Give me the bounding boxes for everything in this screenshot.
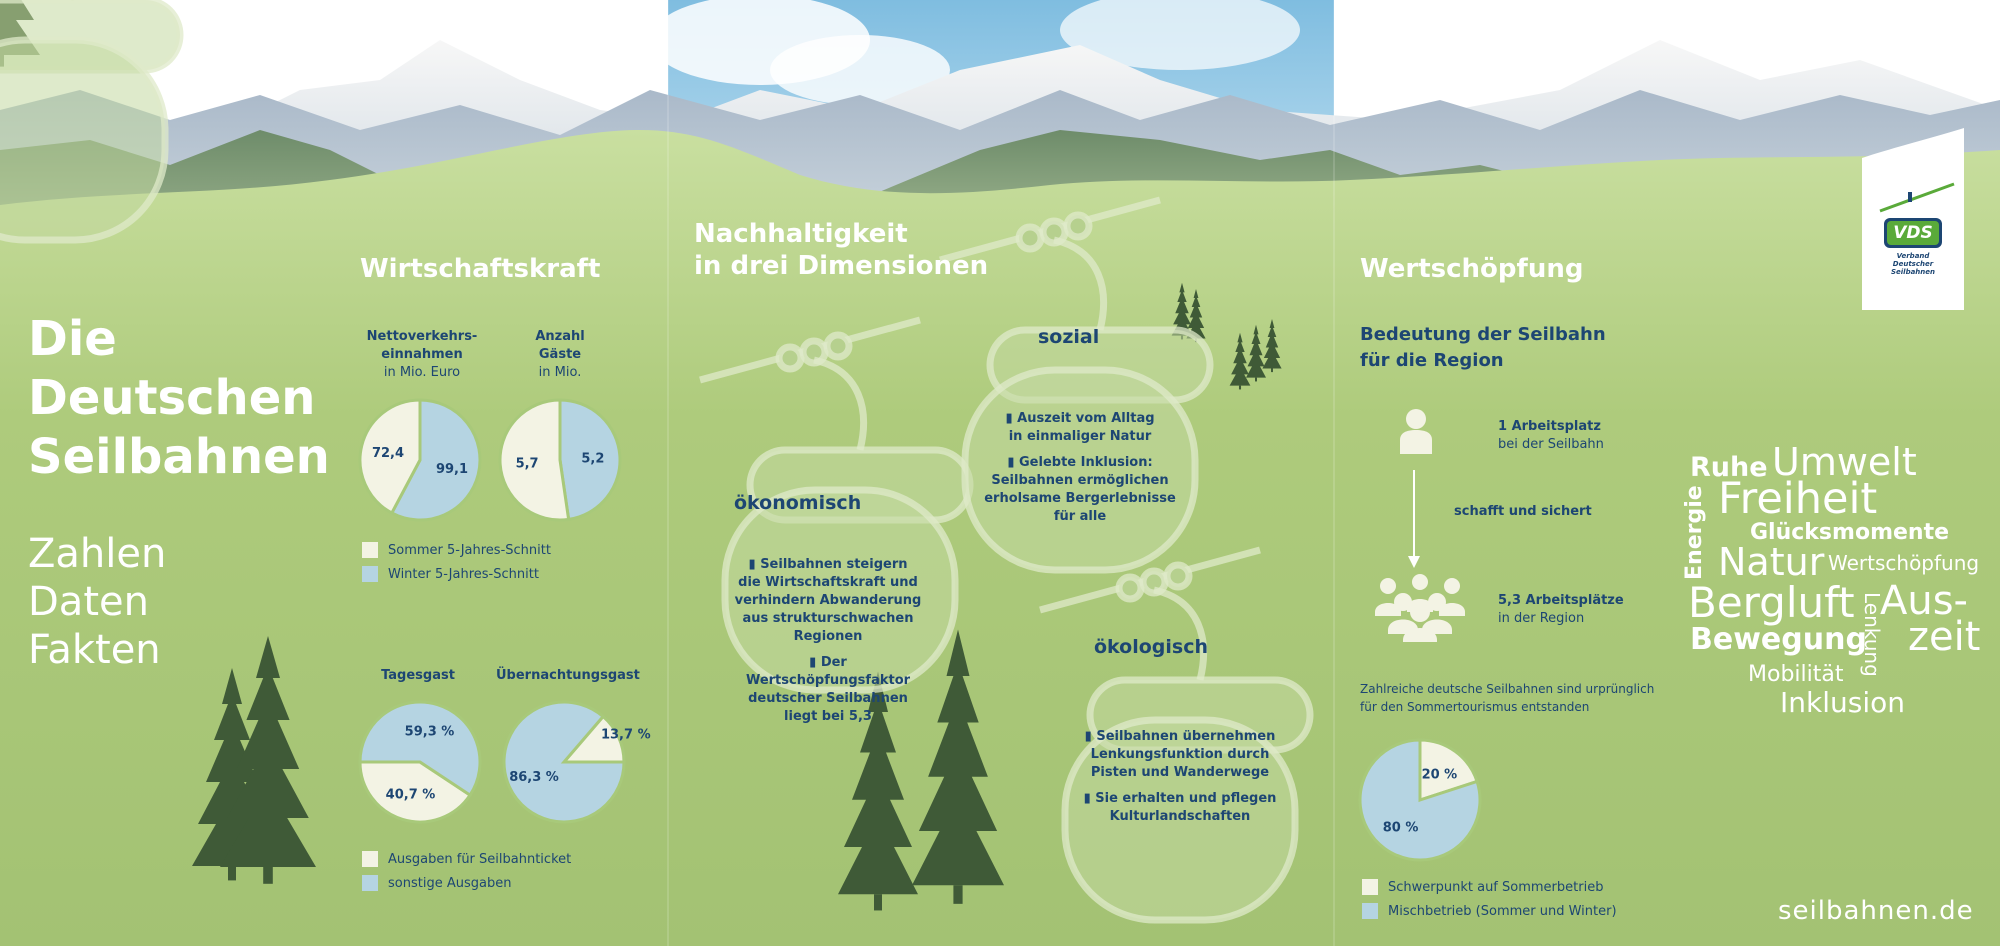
pie1-label-line: Nettoverkehrs- — [366, 329, 478, 344]
vds-logo-line: Verband — [1896, 252, 1930, 260]
arrow-text: schafft und sichert — [1454, 504, 1592, 519]
word-inklusion: Inklusion — [1780, 686, 1905, 719]
word-zeit: zeit — [1908, 614, 1981, 660]
nachhaltigkeit-heading-line: Nachhaltigkeit — [694, 219, 908, 249]
oekologisch-bullets — [1080, 728, 1280, 826]
legend-item-sommerbetrieb — [1362, 879, 1617, 895]
bullet-line: ▮ Gelebte Inklusion: — [1007, 455, 1153, 470]
legend-item-winter — [362, 566, 551, 582]
wertschoepfung-note — [1360, 680, 1654, 716]
bullet-line: Lenkungsfunktion durch — [1090, 747, 1270, 762]
hero-subtitle-line: Daten — [28, 579, 149, 625]
word-natur: Natur — [1718, 540, 1825, 584]
vds-logo-line: Seilbahnen — [1890, 268, 1936, 276]
vds-logo-line: Deutscher — [1892, 260, 1934, 268]
step1-line: 1 Arbeitsplatz — [1498, 419, 1601, 434]
hero-title-line: Die — [28, 311, 117, 367]
bullet-line: Pisten und Wanderwege — [1090, 765, 1270, 780]
pie3-slice-label: 40,7 % — [385, 787, 436, 803]
legend-label: sonstige Ausgaben — [388, 875, 512, 891]
nachhaltigkeit-heading-line: in drei Dimensionen — [694, 251, 989, 281]
step2-line: 5,3 Arbeitsplätze — [1498, 593, 1624, 608]
oekonomisch-label: ökonomisch — [734, 492, 862, 514]
pie4-slice-label: 13,7 % — [600, 727, 651, 743]
word-bewegung: Bewegung — [1690, 622, 1867, 657]
legend-item-sommer — [362, 542, 551, 558]
note-line: Zahlreiche deutsche Seilbahnen sind urprünglich — [1360, 682, 1655, 696]
bullet-line: verhindern Abwanderung — [734, 593, 922, 608]
swatch-winter — [362, 875, 378, 891]
step2-line: in der Region — [1498, 611, 1585, 626]
bullet-line: deutscher Seilbahnen — [748, 691, 908, 706]
oekologisch-label: ökologisch — [1094, 636, 1209, 658]
swatch-summer — [362, 542, 378, 558]
step1-text — [1498, 418, 1604, 454]
word-lenkung: Lenkung — [1860, 592, 1884, 677]
pie2-slice-label: 5,7 — [515, 456, 539, 472]
pie1-slice-label: 99,1 — [435, 461, 469, 477]
word-umwelt: Umwelt — [1772, 440, 1917, 484]
legend-label: Mischbetrieb (Sommer und Winter) — [1388, 903, 1617, 919]
legend-item-sonstige — [362, 875, 571, 891]
note-line: für den Sommertourismus entstanden — [1360, 700, 1590, 714]
bullet-line: für alle — [1053, 509, 1107, 524]
bullet-line: Regionen — [793, 629, 863, 644]
pie5-slice-label: 20 % — [1421, 767, 1458, 783]
wertschoepfung-subheading — [1360, 322, 1606, 374]
pie2-slice-label: 5,2 — [581, 451, 605, 467]
legend2 — [362, 851, 571, 891]
sozial-bullets — [980, 410, 1180, 526]
bullet-line: in einmaliger Natur — [1008, 429, 1152, 444]
bullet — [728, 654, 928, 726]
legend-item-ticket — [362, 851, 571, 867]
bullet-line: ▮ Sie erhalten und pflegen — [1083, 791, 1277, 806]
bullet — [1080, 790, 1280, 826]
hero-title-line: Seilbahnen — [28, 429, 330, 485]
subheading-line: Bedeutung der Seilbahn — [1360, 324, 1606, 345]
word-bergluft: Bergluft — [1688, 578, 1855, 627]
pie1-slice-label: 72,4 — [371, 446, 405, 462]
pie4-label: Übernachtungsgast — [496, 668, 640, 683]
subheading-line: für die Region — [1360, 350, 1504, 371]
legend3 — [1362, 879, 1617, 919]
pie3-label: Tagesgast — [381, 668, 455, 683]
vds-logo-acronym: VDS — [1893, 223, 1933, 243]
people-group-icon — [1370, 572, 1470, 642]
pie2-label-line: Gäste — [538, 347, 582, 362]
step1-line: bei der Seilbahn — [1498, 437, 1604, 452]
legend1 — [362, 542, 551, 582]
bullet-line: ▮ Seilbahnen übernehmen — [1084, 729, 1276, 744]
word-gluecksmomente: Glücksmomente — [1750, 520, 1950, 545]
pie2-label-line: Anzahl — [535, 329, 585, 344]
swatch-summer — [362, 851, 378, 867]
wertschoepfung-heading: Wertschöpfung — [1360, 254, 1584, 284]
hero-subtitle-line: Fakten — [28, 627, 161, 673]
person-icon — [1396, 406, 1436, 456]
vds-logo-graphic — [1862, 128, 1964, 310]
pie5-slice-label: 80 % — [1382, 820, 1419, 836]
word-ruhe: Ruhe — [1690, 452, 1768, 483]
oekonomisch-bullets — [728, 556, 928, 726]
swatch-winter — [362, 566, 378, 582]
bullet-line: aus strukturschwachen — [742, 611, 914, 626]
bullet-line: erholsame Bergerlebnisse — [984, 491, 1176, 506]
step2-text — [1498, 592, 1624, 628]
bullet-line: Kulturlandschaften — [1109, 809, 1251, 824]
pie1-label-line: in Mio. Euro — [383, 365, 461, 380]
bullet-line: die Wirtschaftskraft und — [738, 575, 918, 590]
word-energie: Energie — [1682, 485, 1707, 580]
vds-logo-text — [1862, 252, 1964, 276]
legend-label: Sommer 5-Jahres-Schnitt — [388, 542, 551, 558]
bullet-line: ▮ Seilbahnen steigern — [748, 557, 908, 572]
pie-wertschoepfung — [1340, 720, 1580, 880]
pie2-label-line: in Mio. — [538, 365, 582, 380]
bullet — [980, 410, 1180, 446]
word-freiheit: Freiheit — [1718, 474, 1878, 524]
pie3-slice-label: 59,3 % — [404, 724, 455, 740]
pie1-label-line: einnahmen — [381, 347, 463, 362]
swatch-summer — [1362, 879, 1378, 895]
word-mobilitaet: Mobilität — [1748, 662, 1844, 687]
arrow-down-icon — [1404, 470, 1424, 570]
word-aus: Aus- — [1880, 578, 1968, 624]
legend-item-mischbetrieb — [1362, 903, 1617, 919]
hero-subtitle-line: Zahlen — [28, 531, 167, 577]
hero-title-line: Deutschen — [28, 370, 316, 426]
website-url[interactable]: seilbahnen.de — [1778, 896, 1974, 926]
pies-wirtschaftskraft — [0, 0, 660, 946]
nachhaltigkeit-heading — [694, 218, 988, 282]
bullet-line: Seilbahnen ermöglichen — [991, 473, 1169, 488]
bullet-line: liegt bei 5,3 — [784, 709, 872, 724]
vds-logo — [1862, 128, 1964, 310]
bullet — [728, 556, 928, 646]
word-wertschoepfung: Wertschöpfung — [1828, 551, 1980, 575]
pie4-slice-label: 86,3 % — [509, 769, 559, 785]
bullet — [980, 454, 1180, 526]
sozial-label: sozial — [1038, 326, 1100, 348]
legend-label: Ausgaben für Seilbahnticket — [388, 851, 572, 867]
bullet — [1080, 728, 1280, 782]
swatch-winter — [1362, 903, 1378, 919]
legend-label: Winter 5-Jahres-Schnitt — [388, 566, 539, 582]
legend-label: Schwerpunkt auf Sommerbetrieb — [1388, 879, 1604, 895]
wirtschaftskraft-heading: Wirtschaftskraft — [360, 254, 601, 284]
bullet-line: ▮ Auszeit vom Alltag — [1005, 411, 1155, 426]
bullet-line: ▮ Der Wertschöpfungsfaktor — [745, 655, 911, 688]
